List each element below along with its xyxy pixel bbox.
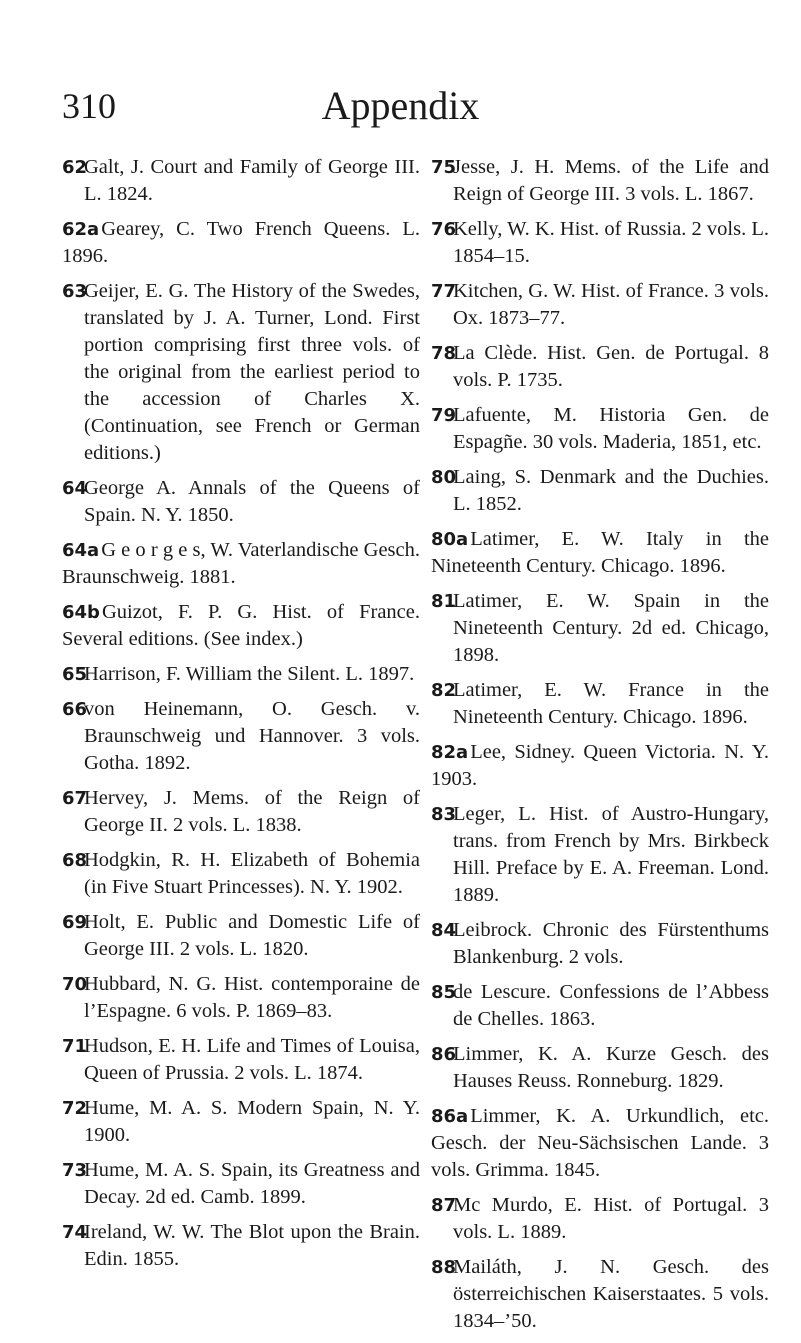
bibliography-entry [431, 1192, 769, 1246]
bibliography-entry [431, 588, 769, 669]
entry-number: 76 [431, 219, 457, 240]
entry-text: Jesse, J. H. Mems. of the Life and Reign of George III. 3 vols. L. 1867. [453, 156, 769, 205]
entry-number: 86a [431, 1106, 469, 1127]
bibliography-entry [62, 1033, 420, 1087]
entry-text: Kelly, W. K. Hist. of Russia. 2 vols. L. 1854–15. [453, 218, 769, 267]
entry-text: Hume, M. A. S. Spain, its Greatness and Decay. 2d ed. Camb. 1899. [84, 1159, 420, 1208]
page-header [0, 84, 801, 134]
bibliography-entry [62, 1095, 420, 1149]
page-number: 310 [62, 86, 116, 126]
bibliography-entry [431, 526, 769, 580]
entry-number: 80a [431, 529, 469, 550]
entry-text: Limmer, K. A. Urkundlich, etc. Gesch. der Neu-Sächsischen Lande. 3 vols. Grimma. 1845. [431, 1105, 769, 1181]
entry-text: Hudson, E. H. Life and Times of Louisa, Queen of Prussia. 2 vols. L. 1874. [84, 1035, 420, 1084]
bibliography-entry [62, 475, 420, 529]
entry-text: G e o r g e s, W. Vaterlandische Gesch. Braunschweig. 1881. [62, 539, 420, 588]
bibliography-entry [62, 696, 420, 777]
bibliography-entry [62, 154, 420, 208]
bibliography-entry [431, 1254, 769, 1335]
entry-text: von Heinemann, O. Gesch. v. Braunschweig und Hannover. 3 vols. Gotha. 1892. [84, 698, 420, 774]
entry-text: Hervey, J. Mems. of the Reign of George II. 2 vols. L. 1838. [84, 787, 420, 836]
entry-text: Limmer, K. A. Kurze Gesch. des Hauses Reuss. Ronneburg. 1829. [453, 1043, 769, 1092]
entry-number: 62a [62, 219, 100, 240]
entry-text: Lafuente, M. Historia Gen. de Espagñe. 30 vols. Maderia, 1851, etc. [453, 404, 769, 453]
bibliography-entry [431, 278, 769, 332]
entry-text: Latimer, E. W. Italy in the Nineteenth Century. Chicago. 1896. [431, 528, 769, 577]
entry-number: 87 [431, 1195, 457, 1216]
entry-number: 82a [431, 742, 469, 763]
entry-number: 86 [431, 1044, 457, 1065]
bibliography-entry [431, 402, 769, 456]
entry-text: Hodgkin, R. H. Elizabeth of Bohemia (in Five Stuart Princesses). N. Y. 1902. [84, 849, 420, 898]
entry-text: Leger, L. Hist. of Austro-Hungary, trans. from French by Mrs. Birkbeck Hill. Preface by E. A. Freeman. Lond. 1889. [453, 803, 769, 906]
entry-number: 79 [431, 405, 457, 426]
bibliography-entry [62, 661, 420, 688]
entry-text: Harrison, F. William the Silent. L. 1897. [84, 663, 415, 685]
bibliography-entry [62, 847, 420, 901]
entry-number: 82 [431, 680, 457, 701]
bibliography-entry [62, 599, 420, 653]
bibliography-entry [62, 971, 420, 1025]
entry-number: 72 [62, 1098, 88, 1119]
entry-text: de Lescure. Confessions de l’Abbess de Chelles. 1863. [453, 981, 769, 1030]
entry-text: Galt, J. Court and Family of George III. L. 1824. [84, 156, 420, 205]
entry-number: 69 [62, 912, 88, 933]
entry-number: 75 [431, 157, 457, 178]
entry-text: Latimer, E. W. France in the Nineteenth Century. Chicago. 1896. [453, 679, 769, 728]
entry-number: 84 [431, 920, 457, 941]
entry-number: 81 [431, 591, 457, 612]
bibliography-entry [431, 917, 769, 971]
bibliography-entry [431, 979, 769, 1033]
left-column [62, 154, 420, 1281]
entry-text: Hubbard, N. G. Hist. contemporaine de l’Espagne. 6 vols. P. 1869–83. [84, 973, 420, 1022]
bibliography-entry [431, 739, 769, 793]
entry-number: 66 [62, 699, 88, 720]
bibliography-entry [62, 537, 420, 591]
entry-number: 67 [62, 788, 88, 809]
entry-number: 74 [62, 1222, 88, 1243]
bibliography-entry [431, 216, 769, 270]
entry-text: Lee, Sidney. Queen Victoria. N. Y. 1903. [431, 741, 769, 790]
entry-number: 71 [62, 1036, 88, 1057]
bibliography-entry [62, 216, 420, 270]
entry-number: 63 [62, 281, 88, 302]
entry-text: Geijer, E. G. The History of the Swedes, translated by J. A. Turner, Lond. First portion comprising first three vols. of the original from the earliest period to the accession of Charles X. (Continuation, see French or German editions.) [84, 280, 420, 464]
entry-text: Laing, S. Denmark and the Duchies. L. 1852. [453, 466, 769, 515]
right-column [431, 154, 769, 1343]
entry-number: 68 [62, 850, 88, 871]
entry-number: 64a [62, 540, 100, 561]
bibliography-entry [431, 464, 769, 518]
bibliography-entry [431, 1103, 769, 1184]
entry-number: 65 [62, 664, 88, 685]
entry-number: 85 [431, 982, 457, 1003]
entry-number: 77 [431, 281, 457, 302]
entry-number: 78 [431, 343, 457, 364]
entry-text: Hume, M. A. S. Modern Spain, N. Y. 1900. [84, 1097, 420, 1146]
entry-text: La Clède. Hist. Gen. de Portugal. 8 vols. P. 1735. [453, 342, 769, 391]
bibliography-entry [431, 1041, 769, 1095]
entry-text: Mailáth, J. N. Gesch. des österreichischen Kaiserstaates. 5 vols. 1834–’50. [453, 1256, 769, 1332]
bibliography-entry [62, 785, 420, 839]
bibliography-entry [62, 909, 420, 963]
bibliography-entry [62, 1219, 420, 1273]
bibliography-entry [431, 801, 769, 909]
entry-text: Mc Murdo, E. Hist. of Portugal. 3 vols. L. 1889. [453, 1194, 769, 1243]
entry-number: 64 [62, 478, 88, 499]
entry-text: Holt, E. Public and Domestic Life of George III. 2 vols. L. 1820. [84, 911, 420, 960]
bibliography-entry [431, 154, 769, 208]
entry-number: 62 [62, 157, 88, 178]
entry-text: Ireland, W. W. The Blot upon the Brain. Edin. 1855. [84, 1221, 420, 1270]
bibliography-entry [431, 340, 769, 394]
running-head: Appendix [321, 83, 480, 128]
entry-text: George A. Annals of the Queens of Spain. N. Y. 1850. [84, 477, 420, 526]
entry-text: Leibrock. Chronic des Fürstenthums Blankenburg. 2 vols. [453, 919, 769, 968]
entry-number: 88 [431, 1257, 457, 1278]
entry-number: 64b [62, 602, 100, 623]
entry-text: Latimer, E. W. Spain in the Nineteenth Century. 2d ed. Chicago, 1898. [453, 590, 769, 666]
bibliography-entry [62, 1157, 420, 1211]
entry-number: 80 [431, 467, 457, 488]
entry-number: 73 [62, 1160, 88, 1181]
entry-text: Kitchen, G. W. Hist. of France. 3 vols. Ox. 1873–77. [453, 280, 769, 329]
bibliography-entry [62, 278, 420, 467]
bibliography-entry [431, 677, 769, 731]
entry-text: Gearey, C. Two French Queens. L. 1896. [62, 218, 420, 267]
entry-text: Guizot, F. P. G. Hist. of France. Several editions. (See index.) [62, 601, 420, 650]
entry-number: 83 [431, 804, 457, 825]
entry-number: 70 [62, 974, 88, 995]
